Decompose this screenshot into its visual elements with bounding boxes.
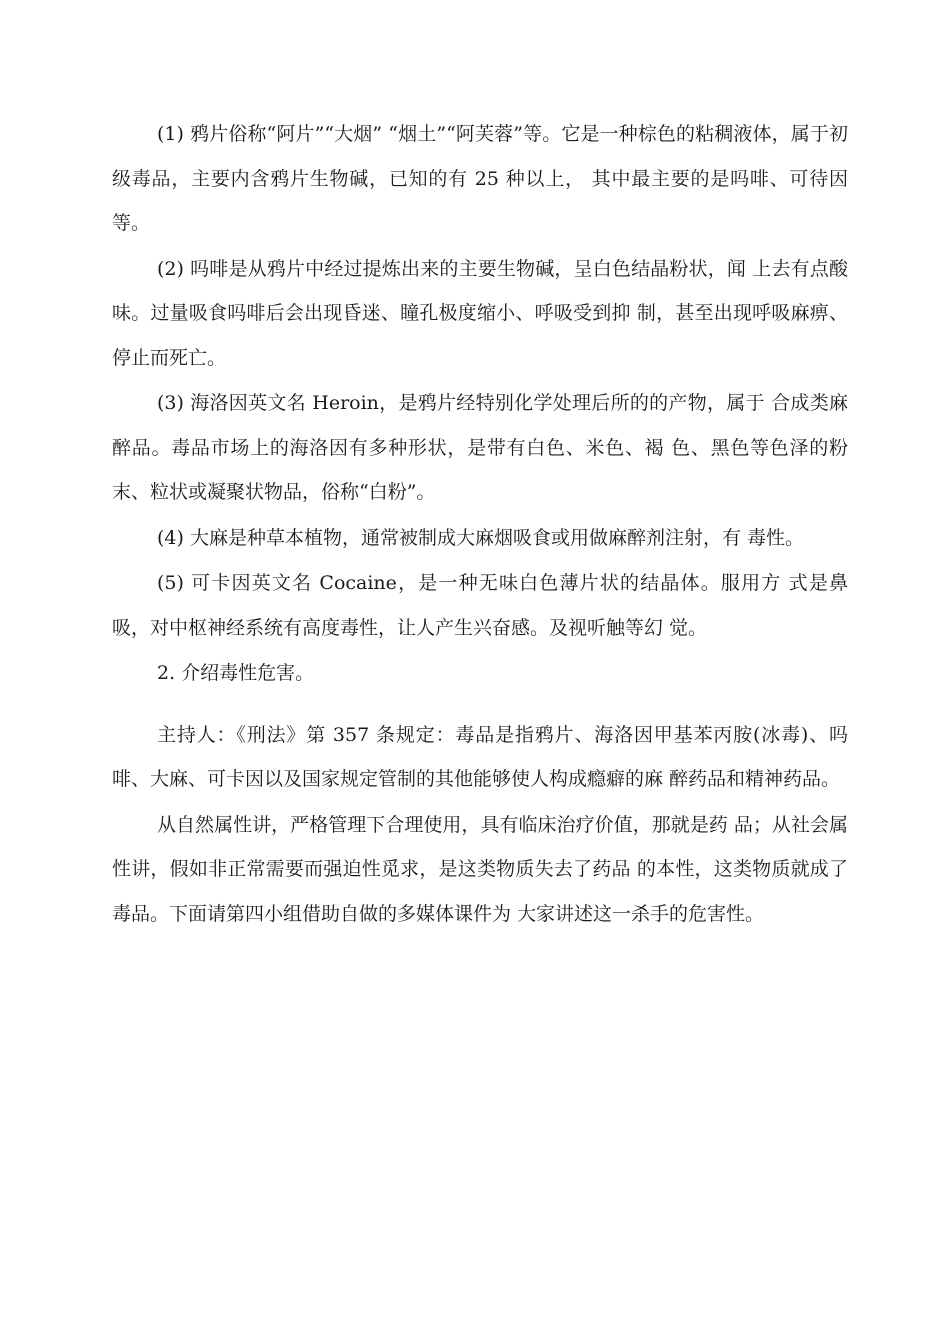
paragraph-morphine: (2) 吗啡是从鸦片中经过提炼出来的主要生物碱，呈白色结晶粉状，闻 上去有点酸味。过量吸食吗啡后会出现昏迷、瞳孔极度缩小、呼吸受到抑 制，甚至出现呼吸麻痹、停止而死亡。 — [112, 257, 848, 369]
paragraph-cannabis: (4) 大麻是种草本植物，通常被制成大麻烟吸食或用做麻醉剂注射，有 毒性。 — [157, 526, 804, 549]
section-heading-toxicity: 2. 介绍毒性危害。 — [157, 662, 315, 684]
paragraph-heroin: (3) 海洛因英文名 Heroin，是鸦片经特别化学处理后所的的产物，属于 合成类麻醉品。毒品市场上的海洛因有多种形状，是带有白色、米色、褐 色、黑色等色泽的粉末、粒状或凝聚状物品，俗称“白粉”。 — [112, 392, 848, 503]
paragraph-attributes: 从自然属性讲，严格管理下合理使用，具有临床治疗价值，那就是药 品；从社会属性讲，假如非正常需要而强迫性觅求，是这类物质失去了药品 的本性，这类物质就成了毒品。下面请第四小组借助自做的多媒体课件为 大家讲述这一杀手的危害性。 — [112, 813, 848, 925]
paragraph-opium: (1) 鸦片俗称“阿片”“大烟” “烟土”“阿芙蓉”等。它是一种棕色的粘稠液体，属于初级毒品，主要内含鸦片生物碱，已知的有 25 种以上， 其中最主要的是吗啡、可待因等。 — [112, 123, 848, 234]
paragraph-cocaine: (5) 可卡因英文名 Cocaine，是一种无味白色薄片状的结晶体。服用方 式是鼻吸，对中枢神经系统有高度毒性，让人产生兴奋感。及视听触等幻 觉。 — [112, 572, 848, 639]
document-body — [112, 112, 848, 936]
paragraph-host-law: 主持人：《刑法》第 357 条规定：毒品是指鸦片、海洛因甲基苯丙胺(冰毒)、吗啡、大麻、可卡因以及国家规定管制的其他能够使人构成瘾癖的麻 醉药品和精神药品。 — [112, 723, 848, 790]
